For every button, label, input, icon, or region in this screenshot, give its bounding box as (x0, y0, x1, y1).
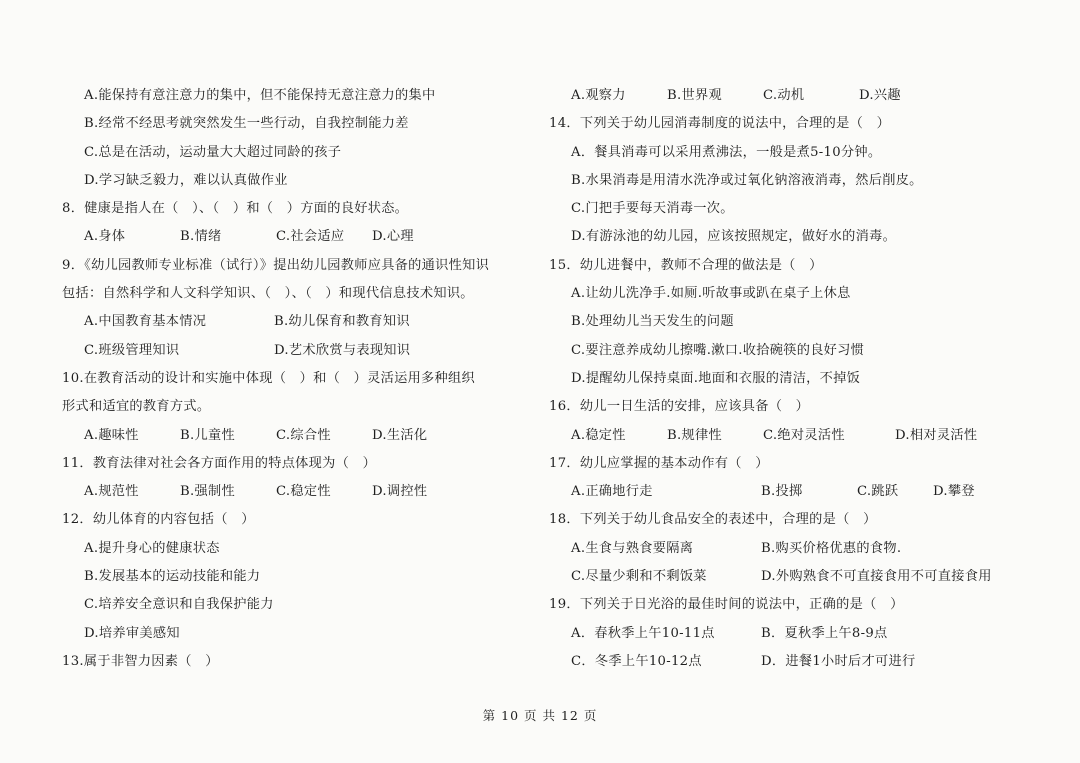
option: D．进餐1小时后才可进行 (761, 653, 916, 669)
option: A.观察力 (571, 88, 626, 103)
question-15: 15．幼儿进餐中，教师不合理的做法是（ ） (549, 257, 823, 273)
option: A.身体 (84, 229, 126, 245)
options-row (62, 223, 542, 251)
option: C.动机 (763, 88, 805, 103)
option: C.稳定性 (276, 484, 331, 500)
option: B．夏秋季上午8-9点 (761, 625, 888, 641)
option: A.中国教育基本情况 (84, 314, 207, 330)
question-12: 12．幼儿体育的内容包括（ ） (62, 512, 255, 528)
option: C.跳跃 (857, 484, 899, 500)
option-line: D.提醒幼儿保持桌面.地面和衣服的清洁，不掉饭 (571, 370, 861, 386)
option: D.心理 (372, 229, 414, 245)
option: A.正确地行走 (571, 484, 653, 500)
options-row (549, 422, 1064, 450)
option-line: B.水果消毒是用清水洗净或过氧化钠溶液消毒，然后削皮。 (571, 172, 923, 188)
option-line: C.要注意养成幼儿擦嘴.漱口.收拾碗筷的良好习惯 (571, 342, 865, 358)
options-row (62, 422, 542, 450)
question-9-cont: 包括：自然科学和人文科学知识、（ ）、（ ）和现代信息技术知识。 (62, 286, 474, 302)
option: A．春秋季上午10-11点 (571, 625, 715, 641)
option-line: A.让幼儿洗净手.如厕.听故事或趴在桌子上休息 (571, 286, 851, 302)
option: C.社会适应 (276, 229, 345, 245)
option: C.绝对灵活性 (763, 427, 845, 443)
option: B.强制性 (180, 484, 235, 500)
option: D.相对灵活性 (895, 427, 978, 443)
right-column (549, 82, 1064, 676)
option-line: D.学习缺乏毅力，难以认真做作业 (84, 172, 288, 188)
question-11: 11．教育法律对社会各方面作用的特点体现为（ ） (62, 455, 377, 471)
option-line: C.总是在活动，运动量大大超过同龄的孩子 (84, 144, 342, 160)
option: B.购买价格优惠的食物. (761, 540, 902, 556)
option: C.班级管理知识 (84, 342, 180, 358)
option: B.世界观 (667, 88, 722, 103)
option-line: D.有游泳池的幼儿园，应该按照规定，做好水的消毒。 (571, 229, 897, 245)
option-line: A．餐具消毒可以采用煮沸法，一般是煮5-10分钟。 (571, 144, 882, 160)
option: D.艺术欣赏与表现知识 (274, 342, 411, 358)
question-9: 9．《幼儿园教师专业标准（试行）》提出幼儿园教师应具备的通识性知识 (62, 257, 490, 273)
option: B.情绪 (180, 229, 222, 245)
question-10-cont: 形式和适宜的教育方式。 (62, 399, 211, 415)
option: A.趣味性 (84, 427, 139, 443)
option: D.外购熟食不可直接食用不可直接食用 (761, 569, 992, 585)
option: B.儿童性 (180, 427, 235, 443)
option: C．冬季上午10-12点 (571, 653, 702, 669)
question-13: 13.属于非智力因素（ ） (62, 653, 219, 669)
option-line: C.培养安全意识和自我保护能力 (84, 597, 274, 613)
option: A.稳定性 (571, 427, 626, 443)
option-line: C.门把手要每天消毒一次。 (571, 201, 734, 217)
options-row (549, 535, 1064, 563)
option-line: A.提升身心的健康状态 (84, 540, 220, 556)
options-row (62, 478, 542, 506)
question-10: 10.在教育活动的设计和实施中体现（ ）和（ ）灵活运用多种组织 (62, 370, 476, 386)
question-14: 14．下列关于幼儿园消毒制度的说法中，合理的是（ ） (549, 116, 891, 132)
option: A.生食与熟食要隔离 (571, 540, 694, 556)
option: D.调控性 (372, 484, 428, 500)
option: B.幼儿保育和教育知识 (274, 314, 410, 330)
option: D.兴趣 (859, 88, 901, 103)
option-line: A.能保持有意注意力的集中，但不能保持无意注意力的集中 (84, 88, 436, 103)
question-19: 19．下列关于日光浴的最佳时间的说法中，正确的是（ ） (549, 597, 904, 613)
options-row (549, 82, 1064, 110)
option: B.投掷 (761, 484, 803, 500)
option: B.规律性 (667, 427, 722, 443)
option-line: B.经常不经思考就突然发生一些行动，自我控制能力差 (84, 116, 409, 132)
option-line: B.处理幼儿当天发生的问题 (571, 314, 734, 330)
option: D.攀登 (933, 484, 975, 500)
question-18: 18．下列关于幼儿食品安全的表述中，合理的是（ ） (549, 512, 877, 528)
options-row (549, 648, 1064, 676)
options-row (549, 563, 1064, 591)
option: A.规范性 (84, 484, 139, 500)
left-column (62, 82, 542, 676)
options-row (549, 620, 1064, 648)
page-footer: 第 10 页 共 12 页 (482, 708, 598, 723)
question-16: 16．幼儿一日生活的安排，应该具备（ ） (549, 399, 810, 415)
option: D.生活化 (372, 427, 428, 443)
option-line: D.培养审美感知 (84, 625, 180, 641)
option: C.尽量少剩和不剩饭菜 (571, 569, 707, 585)
option: C.综合性 (276, 427, 331, 443)
options-row (549, 478, 1064, 506)
question-17: 17．幼儿应掌握的基本动作有（ ） (549, 455, 769, 471)
options-row (62, 337, 542, 365)
option-line: B.发展基本的运动技能和能力 (84, 569, 261, 585)
options-row (62, 308, 542, 336)
question-8: 8．健康是指人在（ ）、（ ）和（ ）方面的良好状态。 (62, 201, 409, 217)
